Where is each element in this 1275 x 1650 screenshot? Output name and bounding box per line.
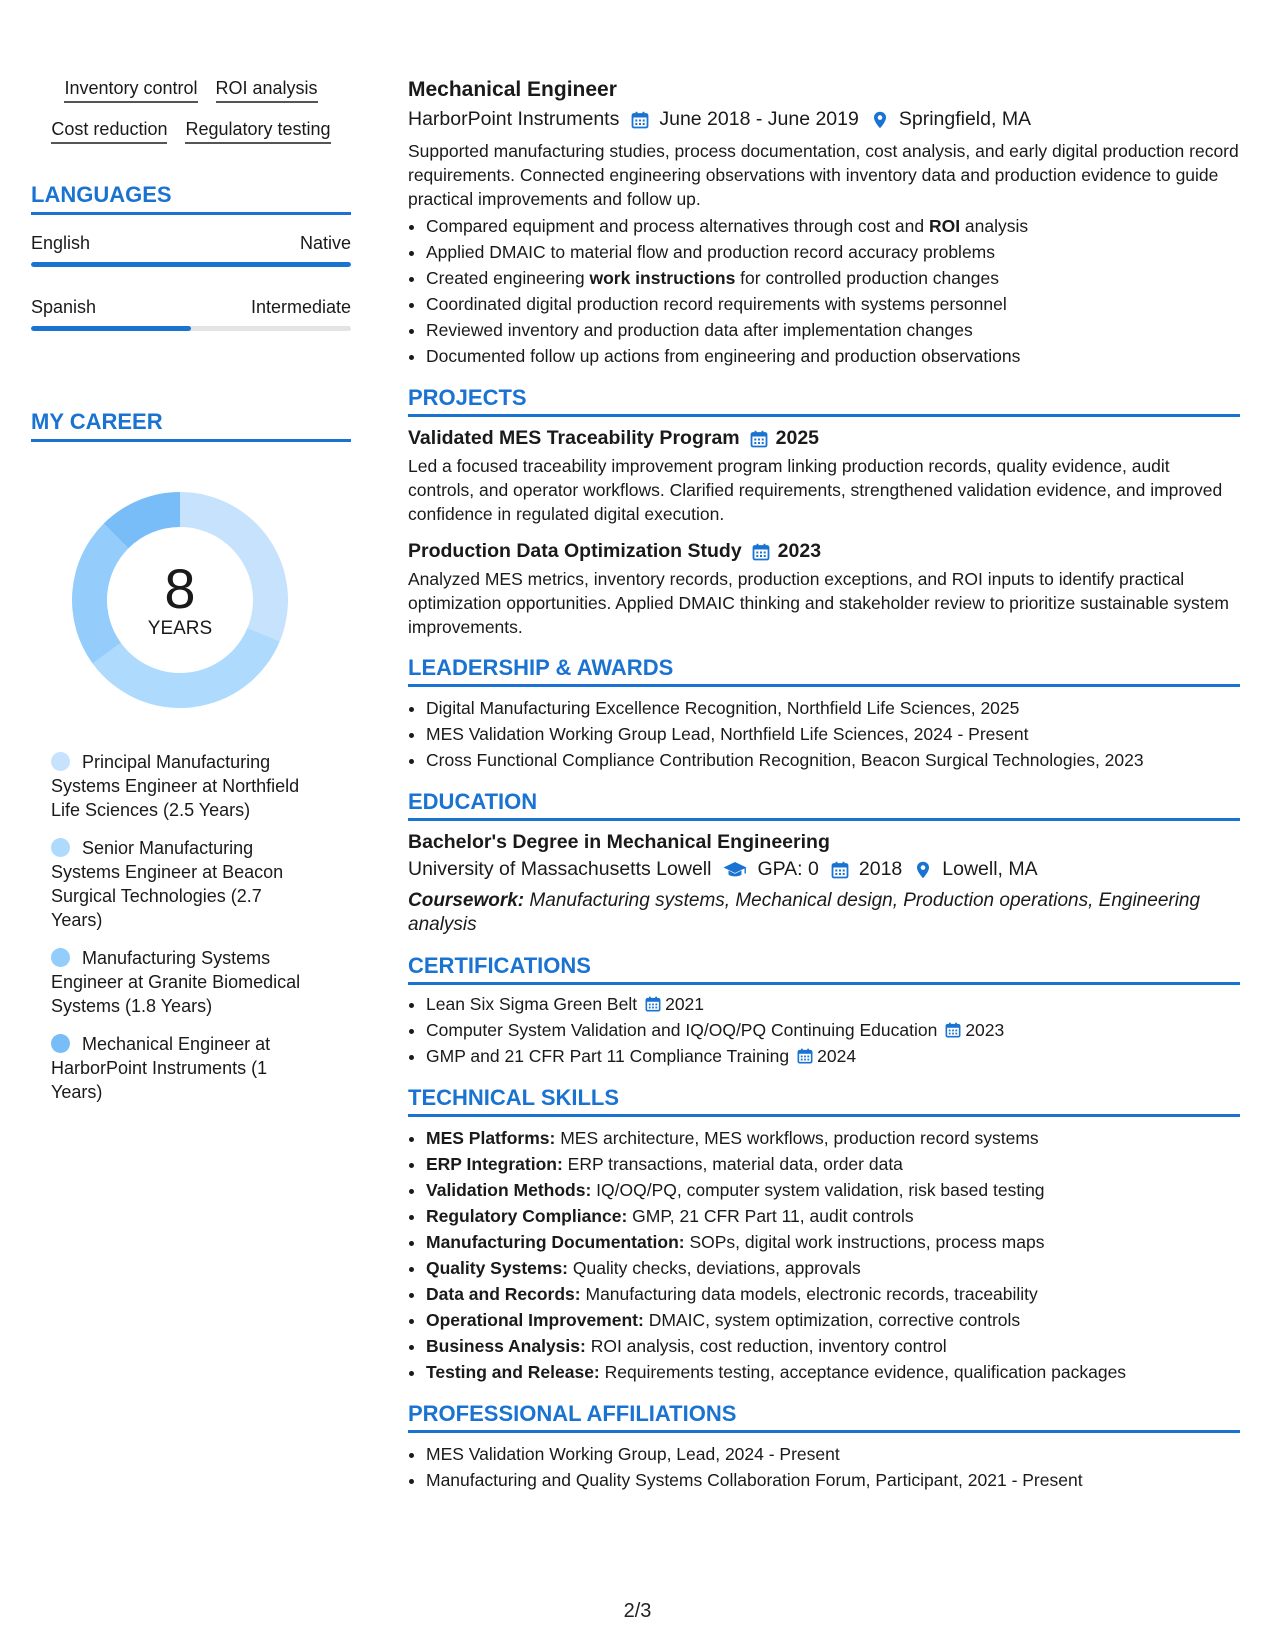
school-location: Lowell, MA (942, 858, 1038, 880)
job-title: Mechanical Engineer (408, 78, 617, 101)
skill-item: • Regulatory Compliance: GMP, 21 CFR Part 11, audit controls (426, 1203, 1240, 1229)
coursework-label: Coursework: (408, 890, 525, 911)
gpa: GPA: 0 (757, 858, 819, 880)
career-legend-label: Manufacturing Systems Engineer at Granite Biomedical Systems (1.8 Years) (51, 948, 301, 1016)
career-legend-label: Senior Manufacturing Systems Engineer at Beacon Surgical Technologies (2.7 Years) (51, 838, 284, 930)
certification-item: • GMP and 21 CFR Part 11 Compliance Training 2024 (426, 1043, 1240, 1069)
legend-dot (51, 838, 70, 857)
calendar-icon (831, 861, 849, 879)
calendar-icon (945, 1022, 961, 1038)
project-title (408, 540, 1240, 563)
certification-item: • Computer System Validation and IQ/OQ/PQ Continuing Education 2023 (426, 1017, 1240, 1043)
job-location: Springfield, MA (898, 108, 1032, 130)
calendar-icon (750, 430, 768, 448)
skill-item: • Quality Systems: Quality checks, deviations, approvals (426, 1255, 1240, 1281)
skill-item: • Testing and Release: Requirements testing, acceptance evidence, qualification packages (426, 1359, 1240, 1385)
language-english (31, 233, 351, 267)
language-name: Spanish (31, 297, 97, 317)
career-legend (31, 750, 316, 1104)
leadership-heading: LEADERSHIP & AWARDS (408, 655, 1240, 687)
education-heading: EDUCATION (408, 789, 1240, 821)
coursework (408, 889, 1240, 937)
language-proficiency-fill (31, 326, 191, 331)
skill-item: • Business Analysis: ROI analysis, cost reduction, inventory control (426, 1333, 1240, 1359)
skill-item: • Data and Records: Manufacturing data models, electronic records, traceability (426, 1281, 1240, 1307)
leadership-item: • Digital Manufacturing Excellence Recognition, Northfield Life Sciences, 2025 (426, 695, 1240, 721)
coursework-list: Manufacturing systems, Mechanical design, Production operations, Engineering analysis (408, 890, 1201, 935)
skill-tags (31, 78, 351, 144)
left-column (31, 78, 351, 1118)
skill-tag: Inventory control (64, 78, 197, 103)
degree-title: Bachelor's Degree in Mechanical Engineering (408, 831, 830, 853)
skill-item: • Operational Improvement: DMAIC, system optimization, corrective controls (426, 1307, 1240, 1333)
school-name: University of Massachusetts Lowell (408, 858, 712, 880)
calendar-icon (797, 1048, 813, 1064)
skill-tag: ROI analysis (216, 78, 318, 103)
language-level: Native (299, 233, 351, 253)
career-total-unit: YEARS (147, 618, 213, 639)
career-legend-item (51, 946, 316, 1018)
skill-item: • Manufacturing Documentation: SOPs, digital work instructions, process maps (426, 1229, 1240, 1255)
career-legend-label: Mechanical Engineer at HarborPoint Instruments (1 Years) (51, 1034, 271, 1102)
career-legend-item (51, 750, 316, 822)
job-summary: Supported manufacturing studies, process documentation, cost analysis, and early digital production record requirements. Connected engineering observations with inventory data and production evidence to guide practical improvements and follow up. (408, 141, 1239, 209)
location-pin-icon (914, 861, 932, 879)
calendar-icon (645, 996, 661, 1012)
leadership-item: • Cross Functional Compliance Contribution Recognition, Beacon Surgical Technologies, 2023 (426, 747, 1240, 773)
skill-item: • MES Platforms: MES architecture, MES workflows, production record systems (426, 1125, 1240, 1151)
affiliations-list (408, 1441, 1240, 1493)
job-dates: June 2018 - June 2019 (659, 108, 859, 130)
location-pin-icon (871, 111, 889, 129)
graduation-cap-icon (723, 861, 747, 879)
affiliation-item: • MES Validation Working Group, Lead, 2024 - Present (426, 1441, 1240, 1467)
technical-skills-list (408, 1125, 1240, 1385)
project-year: 2023 (777, 540, 822, 562)
career-heading: MY CAREER (31, 409, 351, 442)
legend-dot (51, 752, 70, 771)
job-bullets (408, 213, 1240, 369)
calendar-icon (752, 543, 770, 561)
leadership-item: • MES Validation Working Group Lead, Northfield Life Sciences, 2024 - Present (426, 721, 1240, 747)
education-meta (408, 858, 1240, 881)
job-bullet: • Documented follow up actions from engineering and production observations (426, 343, 1240, 369)
job-bullet: • Compared equipment and process alternatives through cost and ROI analysis (426, 213, 1240, 239)
language-proficiency-bar (31, 262, 351, 267)
donut-center (64, 484, 296, 716)
languages-heading: LANGUAGES (31, 182, 351, 215)
language-level: Intermediate (250, 297, 351, 317)
affiliations-heading: PROFESSIONAL AFFILIATIONS (408, 1401, 1240, 1433)
graduation-year: 2018 (858, 858, 903, 880)
career-donut-chart (64, 484, 296, 716)
company-name: HarborPoint Instruments (408, 108, 620, 130)
project-name: Production Data Optimization Study (408, 540, 742, 562)
language-proficiency-bar (31, 326, 351, 331)
certifications-heading: CERTIFICATIONS (408, 953, 1240, 985)
certifications-list (408, 991, 1240, 1069)
leadership-list (408, 695, 1240, 773)
project-description: Led a focused traceability improvement program linking production records, quality evidence, audit controls, and operator workflows. Clarified requirements, strengthened validation evidence, and improved confidence in regulated digital execution. (408, 456, 1223, 524)
skill-item: • Validation Methods: IQ/OQ/PQ, computer system validation, risk based testing (426, 1177, 1240, 1203)
affiliation-item: • Manufacturing and Quality Systems Collaboration Forum, Participant, 2021 - Present (426, 1467, 1240, 1493)
project-year: 2025 (775, 427, 820, 449)
calendar-icon (631, 111, 649, 129)
career-legend-item (51, 836, 316, 932)
project-name: Validated MES Traceability Program (408, 427, 740, 449)
language-proficiency-fill (31, 262, 351, 267)
career-legend-item (51, 1032, 316, 1104)
projects-heading: PROJECTS (408, 385, 1240, 417)
right-column (408, 78, 1240, 1493)
job-bullet: • Applied DMAIC to material flow and production record accuracy problems (426, 239, 1240, 265)
skill-tag: Cost reduction (51, 119, 167, 144)
language-name: English (31, 233, 91, 253)
technical-skills-heading: TECHNICAL SKILLS (408, 1085, 1240, 1117)
legend-dot (51, 1034, 70, 1053)
project-description: Analyzed MES metrics, inventory records, production exceptions, and ROI inputs to identify practical optimization opportunities. Applied DMAIC thinking and stakeholder review to prioritize sustainable system improvements. (408, 569, 1229, 637)
legend-dot (51, 948, 70, 967)
job-bullet: • Created engineering work instructions for controlled production changes (426, 265, 1240, 291)
job-bullet: • Reviewed inventory and production data after implementation changes (426, 317, 1240, 343)
language-spanish (31, 297, 351, 331)
job-bullet: • Coordinated digital production record requirements with systems personnel (426, 291, 1240, 317)
career-legend-label: Principal Manufacturing Systems Engineer at Northfield Life Sciences (2.5 Years) (51, 752, 300, 820)
page-number: 2/3 (623, 1600, 652, 1622)
skill-item: • ERP Integration: ERP transactions, material data, order data (426, 1151, 1240, 1177)
project-title (408, 427, 1240, 450)
career-total-years: 8 (164, 557, 196, 620)
certification-item: • Lean Six Sigma Green Belt 2021 (426, 991, 1240, 1017)
skill-tag: Regulatory testing (185, 119, 330, 144)
job-meta (408, 108, 1240, 131)
